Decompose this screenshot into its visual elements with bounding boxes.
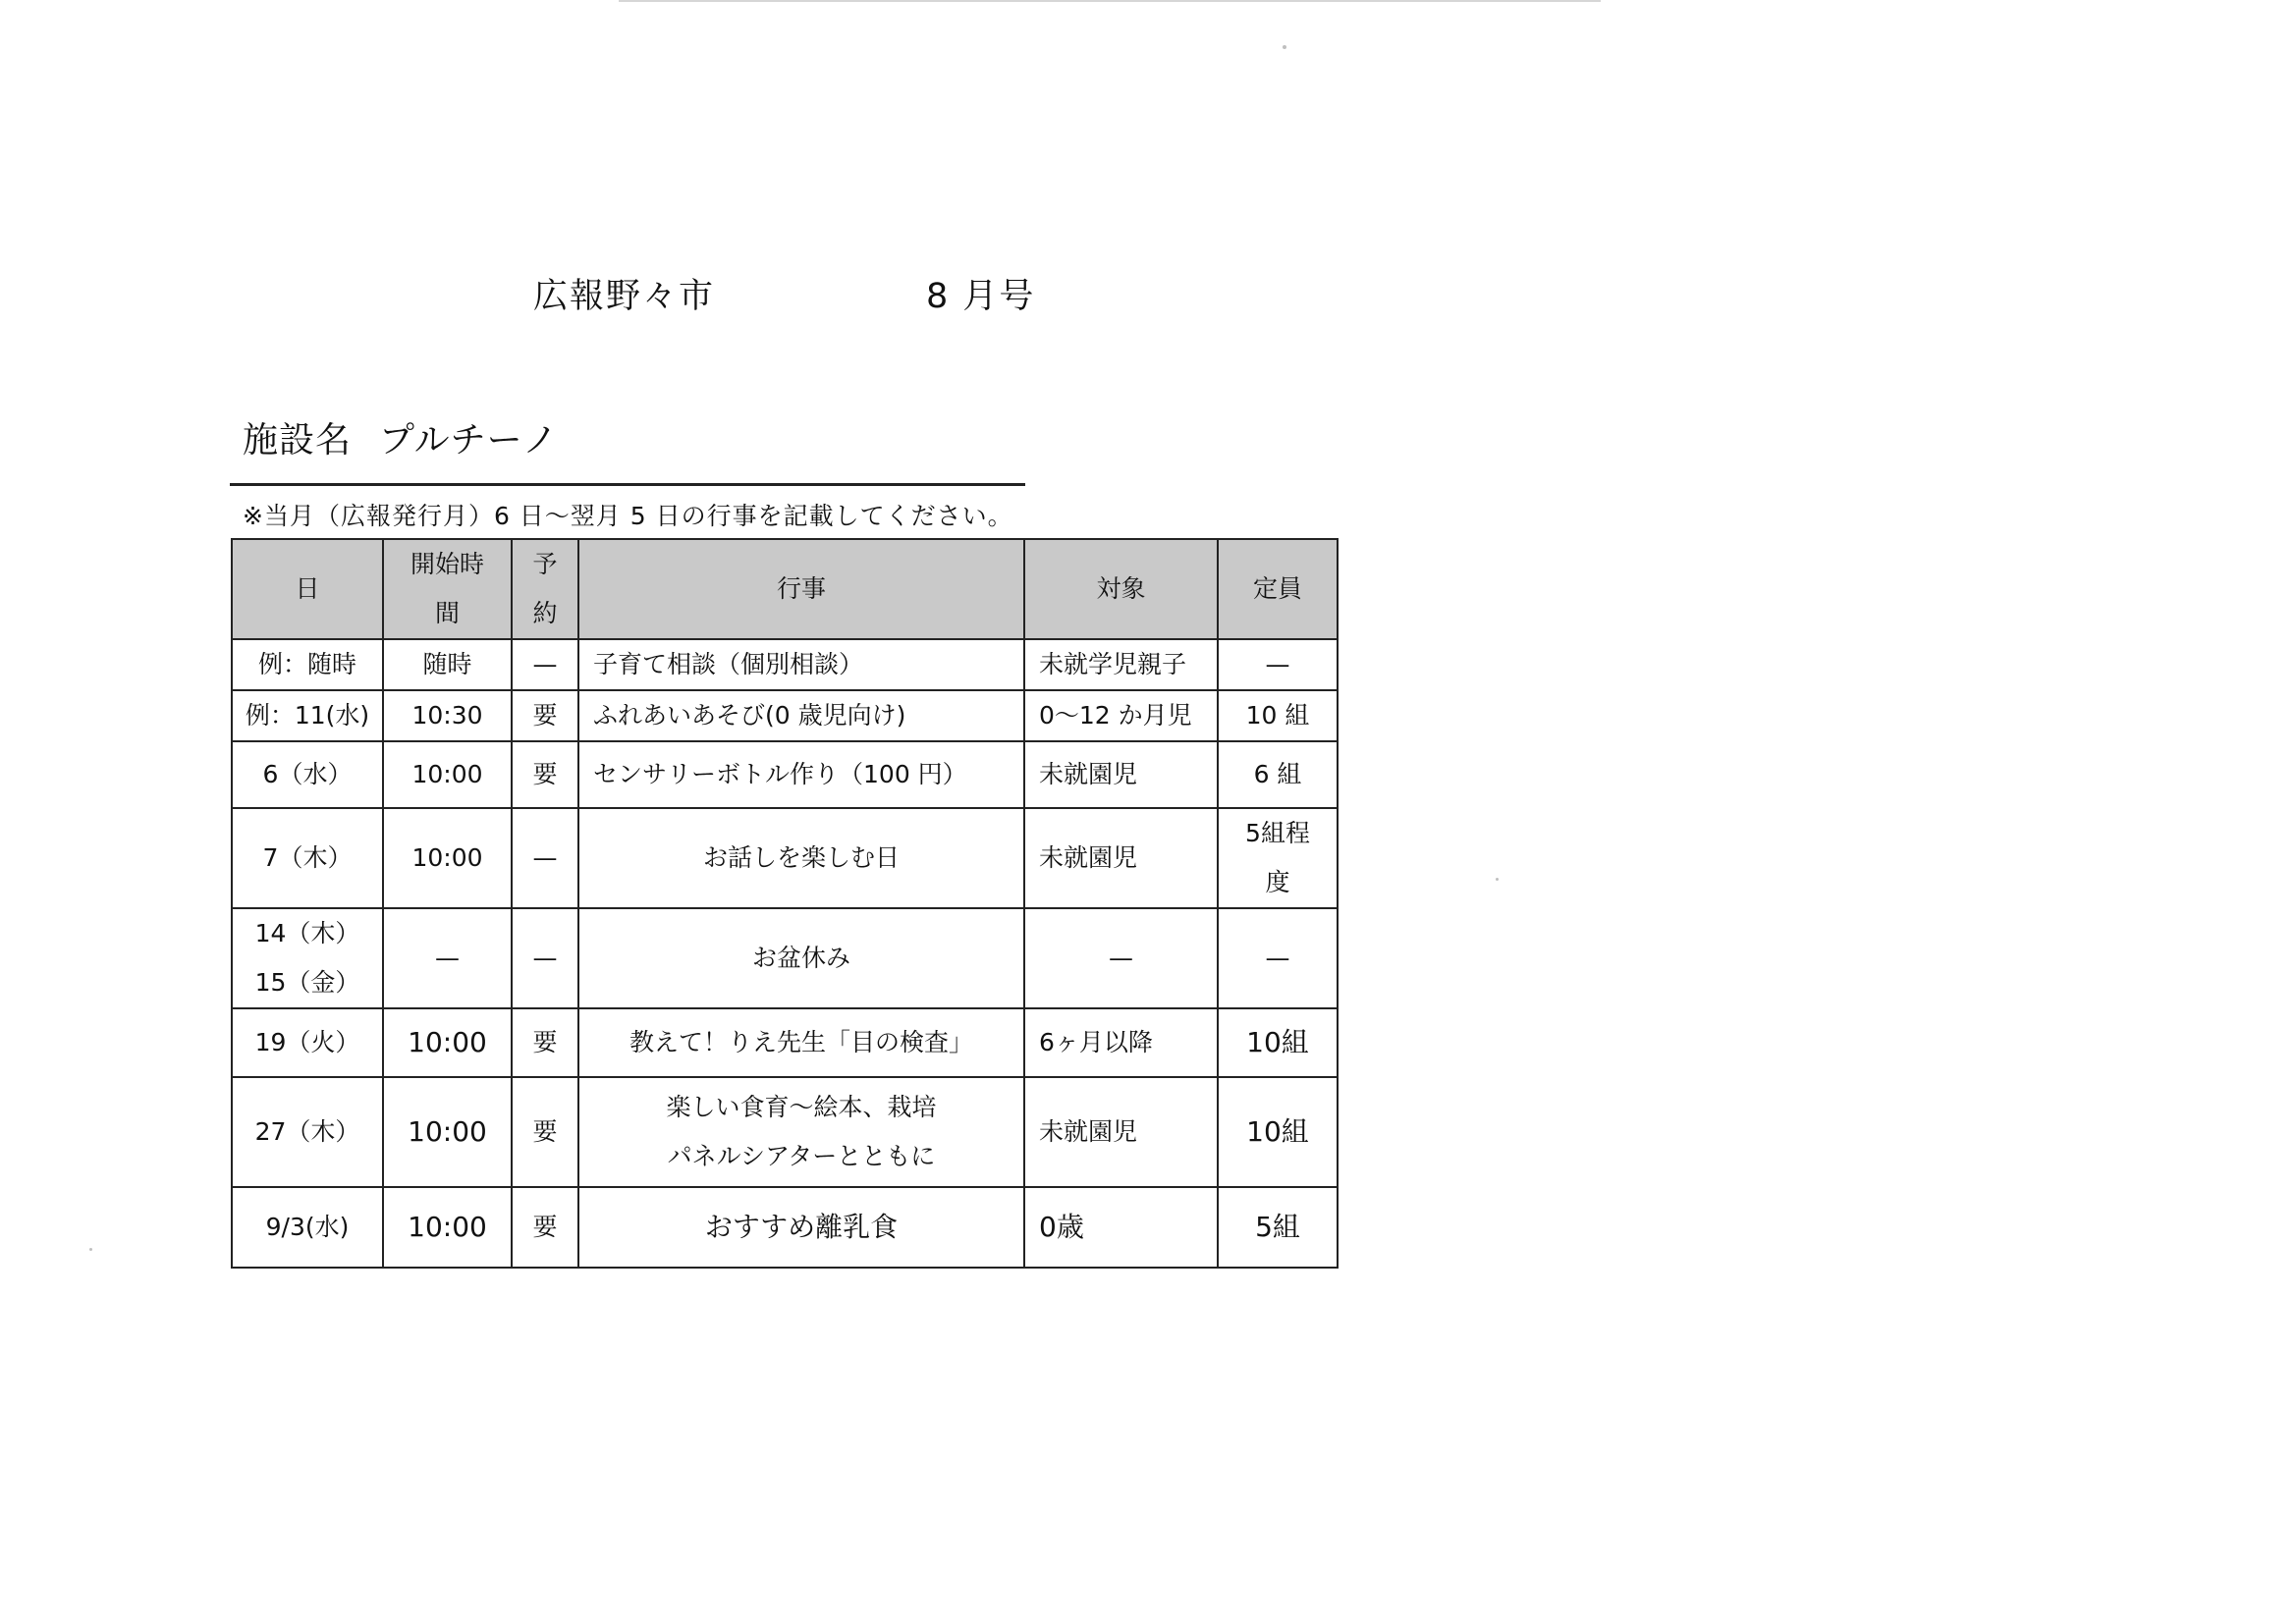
cell-day: 例：随時 xyxy=(232,639,383,690)
column-header-target: 対象 xyxy=(1024,539,1218,639)
column-header-reservation xyxy=(512,539,578,639)
column-header-start-time-line2: 間 xyxy=(434,599,460,627)
table-row xyxy=(232,1008,1338,1077)
cell-reservation: — xyxy=(512,808,578,908)
cell-target: 0～12 か月児 xyxy=(1024,690,1218,741)
cell-target: 未就学児親子 xyxy=(1024,639,1218,690)
column-header-reservation-line2: 約 xyxy=(532,599,558,627)
cell-event: センサリーボトル作り（100 円） xyxy=(578,741,1024,808)
cell-reservation: — xyxy=(512,908,578,1008)
cell-time: 10:00 xyxy=(383,1077,512,1187)
cell-day: 例：11(水) xyxy=(232,690,383,741)
facility-label: 施設名 xyxy=(243,420,353,460)
cell-event-line1: 楽しい食育～絵本、栽培 xyxy=(666,1093,937,1121)
cell-event xyxy=(578,1077,1024,1187)
cell-day-line2: 15（金） xyxy=(254,968,360,997)
cell-capacity: 5組 xyxy=(1218,1187,1338,1268)
cell-target: — xyxy=(1024,908,1218,1008)
cell-day: 9/3(水) xyxy=(232,1187,383,1268)
cell-day: 27（木） xyxy=(232,1077,383,1187)
scan-top-edge xyxy=(619,0,1601,2)
cell-target: 未就園児 xyxy=(1024,1077,1218,1187)
cell-target: 未就園児 xyxy=(1024,741,1218,808)
cell-capacity: 6 組 xyxy=(1218,741,1338,808)
cell-target: 0歳 xyxy=(1024,1187,1218,1268)
table-row xyxy=(232,1187,1338,1268)
cell-reservation: 要 xyxy=(512,1008,578,1077)
scan-speck xyxy=(1496,878,1499,881)
cell-capacity xyxy=(1218,808,1338,908)
cell-event: お盆休み xyxy=(578,908,1024,1008)
instruction-note: ※当月（広報発行月）6 日～翌月 5 日の行事を記載してください。 xyxy=(243,502,1013,530)
cell-capacity: — xyxy=(1218,908,1338,1008)
cell-time: 10:30 xyxy=(383,690,512,741)
table-row xyxy=(232,690,1338,741)
facility-name: プルチーノ xyxy=(379,420,559,460)
table-header-row xyxy=(232,539,1338,639)
table-row xyxy=(232,808,1338,908)
column-header-reservation-line1: 予 xyxy=(532,550,558,578)
column-header-start-time xyxy=(383,539,512,639)
cell-target: 6ヶ月以降 xyxy=(1024,1008,1218,1077)
heading-rule xyxy=(230,483,1025,486)
cell-capacity: 10組 xyxy=(1218,1008,1338,1077)
cell-reservation: 要 xyxy=(512,1077,578,1187)
cell-time: 10:00 xyxy=(383,1008,512,1077)
cell-capacity: 10 組 xyxy=(1218,690,1338,741)
cell-capacity: — xyxy=(1218,639,1338,690)
cell-time: 10:00 xyxy=(383,808,512,908)
scan-speck xyxy=(1283,45,1286,49)
cell-capacity-line1: 5組程 xyxy=(1245,819,1310,847)
cell-reservation: 要 xyxy=(512,741,578,808)
column-header-capacity: 定員 xyxy=(1218,539,1338,639)
cell-capacity: 10組 xyxy=(1218,1077,1338,1187)
cell-event: おすすめ離乳食 xyxy=(578,1187,1024,1268)
cell-event: お話しを楽しむ日 xyxy=(578,808,1024,908)
scan-speck xyxy=(89,1248,92,1251)
cell-time: 随時 xyxy=(383,639,512,690)
cell-event: ふれあいあそび(0 歳児向け) xyxy=(578,690,1024,741)
cell-event: 子育て相談（個別相談） xyxy=(578,639,1024,690)
event-schedule-table xyxy=(231,538,1339,1269)
column-header-day: 日 xyxy=(232,539,383,639)
cell-day: 6（水） xyxy=(232,741,383,808)
table-row xyxy=(232,639,1338,690)
cell-day-line1: 14（木） xyxy=(254,919,360,947)
cell-event-line2: パネルシアターとともに xyxy=(667,1142,936,1170)
cell-reservation: 要 xyxy=(512,1187,578,1268)
column-header-event: 行事 xyxy=(578,539,1024,639)
cell-reservation: 要 xyxy=(512,690,578,741)
cell-time: 10:00 xyxy=(383,741,512,808)
cell-reservation: — xyxy=(512,639,578,690)
cell-time: — xyxy=(383,908,512,1008)
cell-time: 10:00 xyxy=(383,1187,512,1268)
table-row xyxy=(232,741,1338,808)
cell-day xyxy=(232,908,383,1008)
issue-label: 8 月号 xyxy=(926,277,1036,316)
cell-capacity-line2: 度 xyxy=(1265,868,1290,896)
cell-target: 未就園児 xyxy=(1024,808,1218,908)
cell-day: 7（木） xyxy=(232,808,383,908)
cell-event: 教えて！りえ先生「目の検査」 xyxy=(578,1008,1024,1077)
facility-heading xyxy=(243,412,559,462)
table-row xyxy=(232,908,1338,1008)
publication-title: 広報野々市 xyxy=(533,277,716,316)
column-header-start-time-line1: 開始時 xyxy=(410,550,484,578)
cell-day: 19（火） xyxy=(232,1008,383,1077)
table-row xyxy=(232,1077,1338,1187)
